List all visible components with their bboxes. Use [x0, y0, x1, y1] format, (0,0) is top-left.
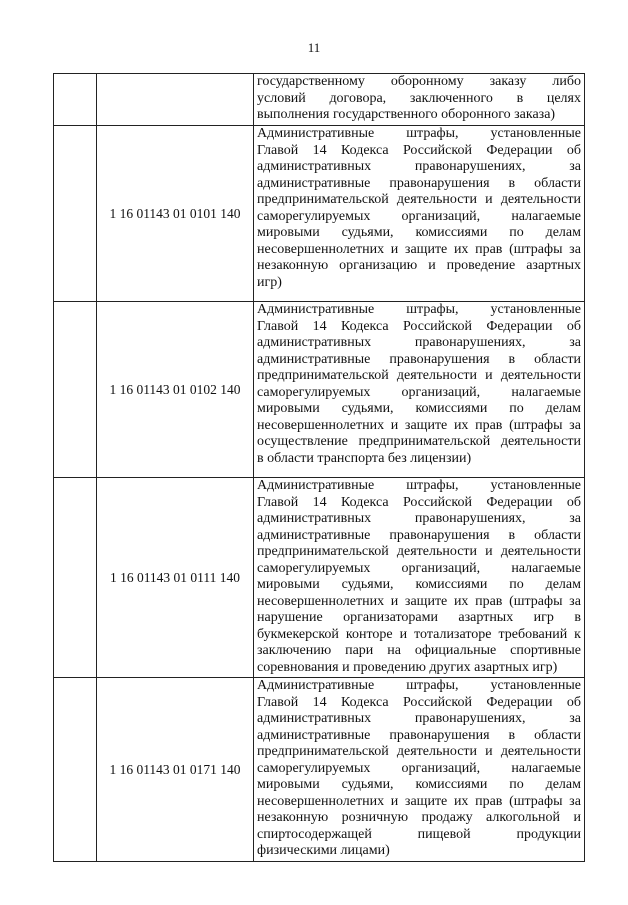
description-line: условий договора, заключенного в целях	[257, 90, 581, 106]
description-line: спиртосодержащей пищевой продукции	[257, 826, 581, 842]
row-number-cell	[54, 74, 97, 126]
description-line: в области транспорта без лицензии)	[257, 450, 472, 466]
budget-codes-table	[53, 73, 585, 862]
description-cell	[254, 478, 585, 678]
budget-code-cell: 1 16 01143 01 0111 140	[97, 478, 254, 678]
row-number-cell	[54, 478, 97, 678]
budget-code-cell	[97, 74, 254, 126]
description-cell	[254, 74, 585, 126]
budget-code-cell: 1 16 01143 01 0171 140	[97, 678, 254, 862]
table-row	[54, 302, 585, 478]
description-line: административные правонарушения в области	[257, 727, 581, 743]
description-line: административных правонарушениях, за	[257, 335, 581, 350]
table-row	[54, 678, 585, 862]
row-number-cell	[54, 302, 97, 478]
budget-code-cell: 1 16 01143 01 0102 140	[97, 302, 254, 478]
description-line: саморегулируемых организаций, налагаемые	[257, 384, 581, 400]
description-line: предпринимательской деятельности и деятельности	[257, 368, 581, 383]
description-line: мировыми судьями, комиссиями по делам	[257, 401, 581, 416]
description-line: несовершеннолетних и защите их прав (штрафы за	[257, 241, 581, 257]
description-line: мировыми судьями, комиссиями по делам	[257, 577, 581, 592]
description-line: несовершеннолетних и защите их прав (штрафы за	[257, 593, 581, 609]
description-line: государственному оборонному заказу либо	[257, 74, 581, 89]
description-line: незаконную организацию и проведение азартных	[257, 258, 581, 273]
description-line: игр)	[257, 274, 282, 290]
table-row	[54, 478, 585, 678]
description-line: административные правонарушения в области	[257, 175, 581, 191]
description-line: физическими лицами)	[257, 843, 390, 858]
description-line: Административные штрафы, установленные	[257, 678, 581, 693]
description-line: административные правонарушения в области	[257, 351, 581, 367]
description-line: Главой 14 Кодекса Российской Федерации об	[257, 142, 581, 158]
description-line: букмекерской конторе и тотализаторе требований к	[257, 626, 581, 642]
description-line: административных правонарушениях, за	[257, 159, 581, 174]
description-cell	[254, 678, 585, 862]
description-line: незаконную розничную продажу алкогольной и	[257, 810, 581, 825]
description-line: заключению пари на официальные спортивные	[257, 643, 581, 658]
description-line: предпринимательской деятельности и деятельности	[257, 192, 581, 207]
row-number-cell	[54, 126, 97, 302]
description-line: мировыми судьями, комиссиями по делам	[257, 225, 581, 240]
description-line: саморегулируемых организаций, налагаемые	[257, 208, 581, 224]
description-line: Главой 14 Кодекса Российской Федерации об	[257, 494, 581, 510]
page-number: 11	[307, 40, 321, 55]
description-line: несовершеннолетних и защите их прав (штрафы за	[257, 417, 581, 433]
row-number-cell	[54, 678, 97, 862]
description-line: Главой 14 Кодекса Российской Федерации об	[257, 318, 581, 334]
table-row	[54, 126, 585, 302]
description-cell	[254, 126, 585, 302]
description-line: осуществление предпринимательской деятельности	[257, 434, 581, 449]
description-line: административных правонарушениях, за	[257, 711, 581, 726]
description-line: предпринимательской деятельности и деятельности	[257, 744, 581, 759]
description-line: выполнения государственного оборонного заказа)	[257, 107, 556, 122]
description-line: саморегулируемых организаций, налагаемые	[257, 560, 581, 576]
description-cell	[254, 302, 585, 478]
description-line: Административные штрафы, установленные	[257, 302, 581, 317]
description-line: соревнования и проведению других азартных игр)	[257, 659, 558, 675]
table-row	[54, 74, 585, 126]
description-line: мировыми судьями, комиссиями по делам	[257, 777, 581, 792]
description-line: предпринимательской деятельности и деятельности	[257, 544, 581, 559]
description-line: нарушение организаторами азартных игр в	[257, 610, 581, 625]
description-line: Главой 14 Кодекса Российской Федерации об	[257, 694, 581, 710]
description-line: административные правонарушения в области	[257, 527, 581, 543]
description-line: административных правонарушениях, за	[257, 511, 581, 526]
description-line: несовершеннолетних и защите их прав (штрафы за	[257, 793, 581, 809]
description-line: Административные штрафы, установленные	[257, 126, 581, 141]
description-line: саморегулируемых организаций, налагаемые	[257, 760, 581, 776]
description-line: Административные штрафы, установленные	[257, 478, 581, 493]
budget-code-cell: 1 16 01143 01 0101 140	[97, 126, 254, 302]
